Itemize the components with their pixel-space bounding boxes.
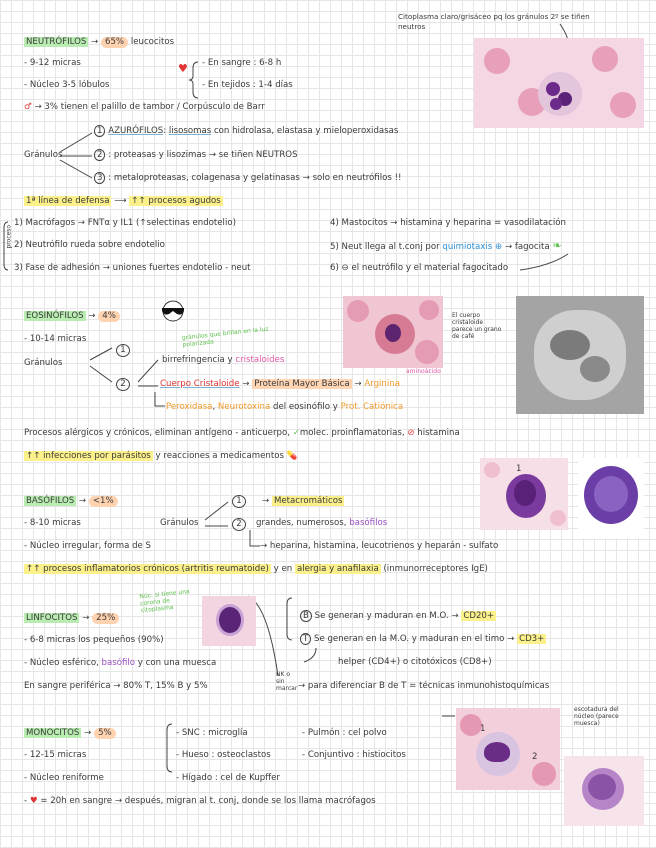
granulo-2-line [94, 150, 298, 161]
leaf-icon: ❧ [552, 239, 562, 252]
birrefringencia-text: birrefringencia y [162, 355, 233, 365]
defensa-line [24, 196, 223, 207]
minus-circle-icon: ⊘ [407, 428, 415, 438]
helper-line: helper (CD4+) o citotóxicos (CD8+) [338, 657, 492, 667]
procesos-molec: molec. proinflamatorias, [299, 428, 405, 438]
granulo-1-num: 1 [94, 125, 105, 137]
basofilo-micrograph [480, 458, 568, 530]
granulos-label: Gránulos [24, 150, 63, 160]
granulo-2-num: 2 [116, 378, 130, 391]
metacromaticos-line [262, 496, 344, 507]
granulo-2-text: grandes, numerosos, [256, 518, 347, 528]
neutrofilos-tejidos: - En tejidos : 1-4 días [202, 80, 293, 90]
eosinofilo-micrograph [343, 296, 443, 368]
conjuntivo-line: - Conjuntivo : histiocitos [302, 750, 406, 760]
granulo-2-line [256, 518, 387, 529]
neutrofilos-title-line [24, 37, 174, 48]
monocitos-title-line [24, 728, 116, 739]
diferenciar-line: → para diferenciar B de T = técnicas inmunohistoquímicas [298, 681, 550, 691]
linfocitos-size: - 6-8 micras los pequeños (90%) [24, 635, 164, 645]
sangre-text: En sangre periférica → 80% T, 15% B y 5% [24, 681, 208, 691]
granulo-1-num: 1 [232, 495, 246, 508]
eosinofilo-em-micrograph [516, 296, 644, 414]
step-5 [330, 240, 562, 253]
arrow-icon: → [82, 613, 90, 623]
procesos-text: Procesos alérgicos y crónicos, eliminan antígeno - anticuerpo, [24, 428, 290, 438]
muesca-text: y con una muesca [137, 658, 217, 668]
percent-badge: 65% [101, 37, 128, 48]
neutrofilos-nucleus: - Núcleo 3-5 lóbulos [24, 80, 110, 90]
step-6: 6) ⊖ el neutrófilo y el material fagocitado [330, 263, 509, 273]
monocitos-title: MONOCITOS [26, 728, 80, 738]
percent-badge: 5% [94, 728, 116, 739]
figure-label-1: 1 [480, 724, 486, 734]
sangre-line [24, 681, 208, 692]
procesos-label: ↑↑ procesos inflamatorios crónicos (artritis reumatoide) [26, 564, 269, 574]
cuerpo-cristaloide-label: Cuerpo Cristaloide [160, 379, 240, 389]
em-note: El cuerpo cristaloide parece un grano de café [452, 312, 502, 340]
percent-label: leucocitos [130, 37, 175, 47]
linfocitos-nucleus [24, 658, 216, 669]
step-5-end: → fagocita [504, 242, 550, 252]
azurofilos-label: AZURÓFILOS [108, 126, 164, 136]
arrow-icon: → [78, 496, 87, 506]
figure-label-1: 1 [516, 464, 522, 474]
basofilos-nucleus: - Núcleo irregular, forma de S [24, 541, 152, 551]
step-4: 4) Mastocitos → histamina y heparina = vasodilatación [330, 218, 566, 228]
basofilos-title: BASÓFILOS [26, 496, 75, 506]
arrow-icon: → [88, 311, 96, 321]
corona-note: Núc. si tiene una corona de citoplasma [139, 588, 191, 615]
neutrofilos-sangre: - En sangre : 6-8 h [202, 58, 282, 68]
snc-line: - SNC : microglía [176, 728, 248, 738]
male-icon: ♂ [24, 102, 32, 112]
t-label: T [300, 633, 311, 645]
infecciones-label: ↑↑ infecciones por parásitos [26, 451, 151, 461]
monocitos-size: - 12-15 micras [24, 750, 87, 760]
eosinofilos-size: - 10-14 micras [24, 334, 87, 344]
percent-badge: 4% [98, 311, 120, 322]
step-2: 2) Neutrófilo rueda sobre endotelio [14, 240, 165, 250]
granulo-1-num: 1 [116, 344, 130, 357]
basofilos-label: basófilos [349, 518, 388, 528]
metacromaticos-label: Metacromáticos [273, 496, 343, 506]
luz-note: gránulos que brillan en la luz polarizada [181, 325, 269, 349]
lisosomas-label: lisosomas [168, 126, 212, 136]
linfo-b-line [300, 611, 496, 622]
linfocitos-title-line [24, 613, 119, 624]
pmb-label: Proteína Mayor Básica [254, 379, 350, 389]
hueso-line: - Hueso : osteoclastos [176, 750, 271, 760]
cd3-label: CD3+ [519, 634, 545, 644]
plus-circle-icon: ⊕ [495, 242, 503, 252]
pill-icon: 💊 [286, 451, 298, 461]
granulos-label: Gránulos [24, 358, 63, 368]
higado-line: - Hígado : cel de Kupffer [176, 773, 280, 783]
granulo-2-text: : proteasas y lisozimas → se tiñen NEUTROS [108, 150, 298, 160]
monocito-micrograph-2 [564, 756, 644, 826]
procesos-line [24, 428, 460, 439]
cuerpo-line [160, 379, 400, 390]
del-eosinofilo: del eosinófilo y [272, 402, 338, 412]
granulo-3-text: : metaloproteasas, colagenasa y gelatinasas → solo en neutrófilos !! [108, 173, 402, 183]
granulos-label: Gránulos [160, 518, 199, 528]
escotadura-note: escotadura del núcleo (parece muesca) [574, 706, 619, 727]
vida-text: = 20h en sangre → después, migran al t. conj, donde se los llama macrófagos [40, 796, 376, 806]
linfo-t-line [300, 634, 546, 645]
step-3: 3) Fase de adhesión → uniones fuertes endotelio - neut [14, 263, 251, 273]
quimiotaxis-label: quimiotaxis [442, 242, 493, 252]
granulo-3-line [94, 173, 401, 184]
basofilos-size: - 8-10 micras [24, 518, 81, 528]
neurotoxina-label: Neurotoxina [217, 402, 271, 412]
percent-badge: <1% [89, 496, 118, 507]
heparina-line: → heparina, histamina, leucotrienos y heparán - sulfato [260, 541, 499, 551]
arrow-icon: → [354, 379, 362, 389]
granulo-3-num: 3 [94, 172, 105, 184]
cristaloides-label: cristaloides [235, 355, 285, 365]
procesos-y: y en [273, 564, 293, 574]
percent-badge: 25% [92, 613, 119, 624]
nk-note: NK o sin marcar [276, 671, 298, 692]
colon: : [163, 126, 167, 136]
infecciones-line [24, 451, 297, 462]
monocito-micrograph [456, 708, 560, 790]
birrefringencia-line [162, 355, 284, 366]
peroxidasa-line: Peroxidasa, Neurotoxina del eosinófilo y Prot. Catiónica [166, 402, 404, 412]
arrow-icon: → [84, 728, 92, 738]
linfocito-micrograph [202, 596, 256, 646]
sunglasses-icon [156, 300, 190, 322]
monocitos-nucleus: - Núcleo reniforme [24, 773, 104, 783]
b-label: B [300, 610, 312, 622]
barr-line [24, 102, 265, 113]
arrow-icon: ⟶ [114, 196, 127, 206]
neutrofilo-micrograph [474, 38, 644, 128]
defensa-label: 1ª línea de defensa [26, 196, 110, 206]
granulo-2-num: 2 [94, 149, 105, 161]
basofilo-label: basófilo [101, 658, 136, 668]
prot-cationica-label: Prot. Catiónica [340, 402, 404, 412]
arginina-label: Arginina [364, 379, 400, 389]
nucleus-text: - Núcleo esférico, [24, 658, 99, 668]
arrow-icon: → [262, 496, 270, 506]
linfocitos-title: LINFOCITOS [26, 613, 78, 623]
eosinofilos-title-line [24, 311, 120, 322]
cd20-label: CD20+ [463, 611, 495, 621]
basofilo-em-micrograph [578, 458, 644, 538]
alergia-label: alergia y anafilaxia [296, 564, 379, 574]
b-text: Se generan y maduran en M.O. → [314, 611, 459, 621]
granulo-1-text: con hidrolasa, elastasa y mieloperoxidasas [213, 126, 399, 136]
arrow-icon: → [91, 37, 99, 47]
proceso-side-label: proceso [5, 224, 13, 249]
basofilos-title-line [24, 496, 118, 507]
heart-icon: ♥ [178, 62, 188, 75]
procesos-agudos-label: ↑↑ procesos agudos [131, 196, 221, 206]
ige-label: (inmunorreceptores IgE) [383, 564, 488, 574]
heart-icon: ♥ [29, 796, 38, 806]
granulo-1-line [94, 126, 398, 137]
procesos-line [24, 564, 488, 575]
t-text: Se generan en la M.O. y maduran en el timo → [313, 634, 515, 644]
citoplasma-note: Citoplasma claro/grisáceo pq los gránulos 2º se tiñen neutros [398, 12, 590, 31]
step-5-text: 5) Neut llega al t.conj por [330, 242, 440, 252]
infecciones-text: y reacciones a medicamentos [155, 451, 284, 461]
pulmon-line: - Pulmón : cel polvo [302, 728, 387, 738]
vida-line: - ♥ = 20h en sangre → después, migran al t. conj, donde se los llama macrófagos [24, 796, 376, 806]
figure-label-2: 2 [532, 752, 538, 762]
arrow-icon: → [242, 379, 250, 389]
step-1: 1) Macrófagos → FNTα y IL1 (↑selectinas endotelio) [14, 218, 236, 228]
neutrofilos-size: - 9-12 micras [24, 58, 81, 68]
procesos-histamina: histamina [417, 428, 460, 438]
check-icon: ✓ [292, 428, 300, 438]
neutrofilos-title: NEUTRÓFILOS [26, 37, 87, 47]
barr-text: → 3% tienen el palillo de tambor / Corpúsculo de Barr [34, 102, 265, 112]
granulo-2-num: 2 [232, 518, 246, 531]
aminoacido-note: aminoácido [406, 368, 441, 375]
eosinofilos-title: EOSINÓFILOS [26, 311, 84, 321]
peroxidasa-label: Peroxidasa [166, 402, 213, 412]
